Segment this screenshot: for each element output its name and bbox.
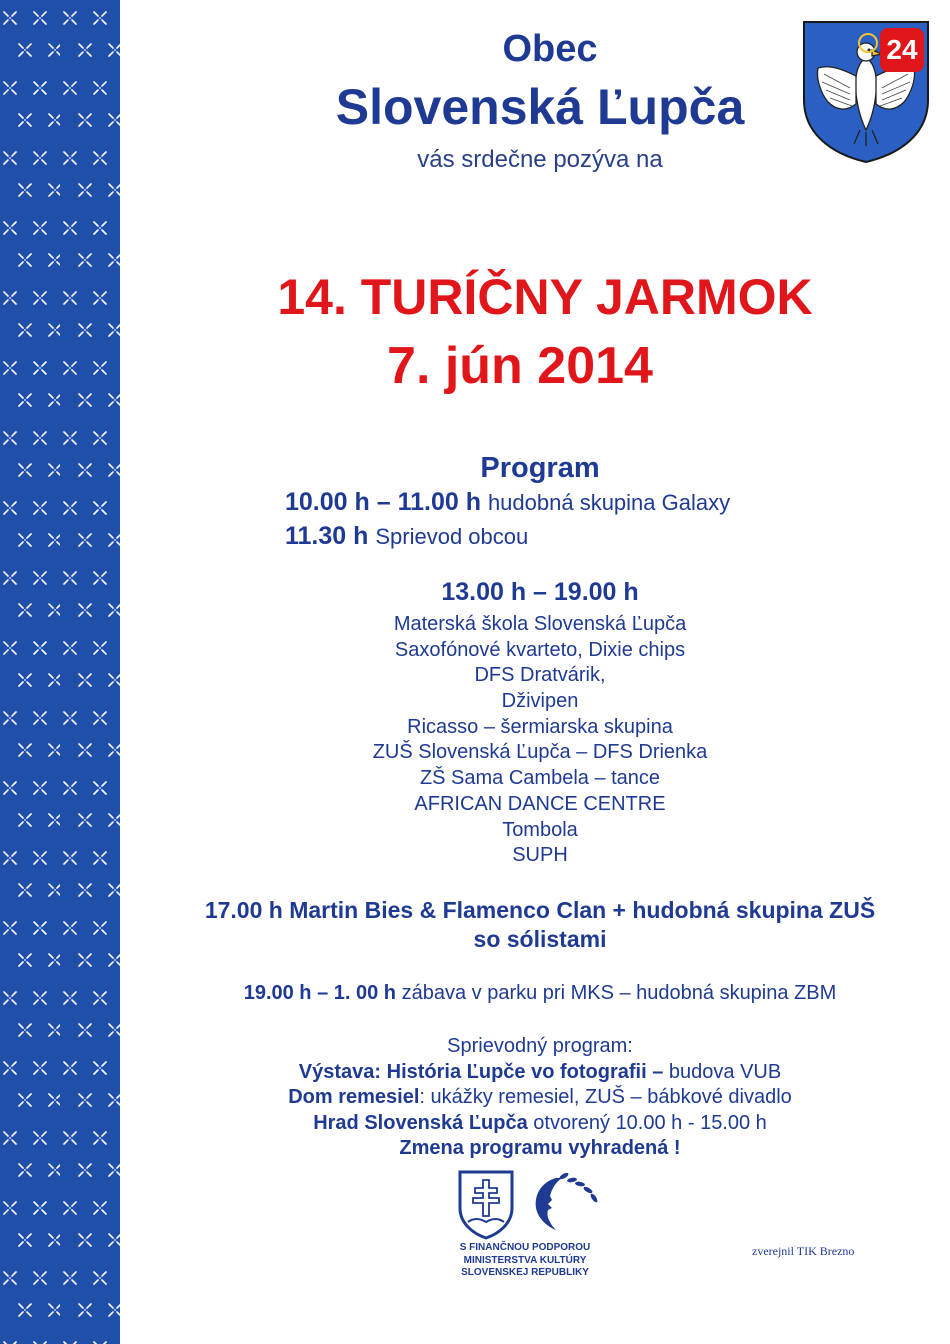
header-invite: vás srdečne pozýva na [417, 146, 663, 173]
performer: Tombola [502, 818, 578, 841]
crafts-text: : ukážky remesiel, ZUŠ – bábkové divadlo [419, 1086, 792, 1108]
program-item-time: 11.30 h [285, 522, 369, 550]
program-item [285, 488, 730, 517]
side-program [200, 1034, 880, 1162]
performer: AFRICAN DANCE CENTRE [414, 792, 666, 815]
castle-text: otvorený 10.00 h - 15.00 h [533, 1111, 767, 1134]
program-item-time: 10.00 h – 11.00 h [285, 488, 481, 516]
performer: ZŠ Sama Cambela – tance [419, 767, 661, 790]
program-item-text: hudobná skupina Galaxy [487, 490, 731, 515]
program-heading: Program [480, 452, 600, 484]
event-title: 14. TURÍČNY JARMOK [277, 269, 813, 325]
corner-badge: 24 [880, 28, 924, 72]
castle-label: Hrad Slovenská Ľupča [313, 1111, 528, 1134]
support-line: SLOVENSKEJ REPUBLIKY [461, 1267, 589, 1278]
star-pattern [0, 0, 120, 1344]
afternoon-block-time: 13.00 h – 19.00 h [441, 578, 639, 606]
header-obec: Obec [502, 28, 598, 70]
performer: DFS Dratvárik, [474, 664, 606, 687]
crafts-label: Dom remesiel [288, 1086, 420, 1108]
performer: SUPH [512, 844, 568, 867]
performer: Ricasso – šermiarska skupina [407, 715, 673, 738]
highlight-line: so sólistami [473, 926, 607, 952]
program-item [285, 522, 528, 551]
exhibit-label: Výstava: História Ľupče vo fotografii – [298, 1060, 664, 1083]
event-date: 7. jún 2014 [387, 337, 653, 395]
decorative-side-strip [0, 0, 120, 1344]
support-line: MINISTERSTVA KULTÚRY [463, 1254, 587, 1266]
support-line: S FINANČNOU PODPOROU [459, 1242, 591, 1253]
coat-of-arms [800, 18, 932, 164]
exhibit-text: budova VUB [668, 1060, 782, 1083]
side-program-crafts [200, 1085, 880, 1111]
performer: Saxofónové kvarteto, Dixie chips [394, 638, 686, 661]
highlight-event [150, 896, 930, 954]
side-program-exhibit [200, 1060, 880, 1086]
evening-time: 19.00 h – 1. 00 h [243, 982, 397, 1004]
side-program-heading: Sprievodný program: [447, 1035, 633, 1057]
performer: Materská škola Slovenská Ľupča [393, 613, 687, 635]
performers-list [280, 612, 800, 869]
performer: ZUŠ Slovenská Ľupča – DFS Drienka [372, 741, 708, 764]
performer: Dživipen [501, 690, 579, 713]
header-town-name: Slovenská Ľupča [335, 79, 745, 135]
side-program-castle [200, 1111, 880, 1137]
highlight-line: 17.00 h Martin Bies & Flamenco Clan + hudobná skupina ZUŠ [204, 897, 876, 923]
ministry-culture-logo-icon [452, 1168, 612, 1240]
ministry-support-text [440, 1242, 610, 1280]
program-change-notice: Zmena programu vyhradená ! [399, 1137, 681, 1159]
evening-text: zábava v parku pri MKS – hudobná skupina ZBM [401, 982, 837, 1004]
published-by: zverejnil TIK Brezno [752, 1244, 855, 1258]
evening-event [160, 982, 920, 1005]
program-item-text: Sprievod obcou [375, 524, 529, 549]
